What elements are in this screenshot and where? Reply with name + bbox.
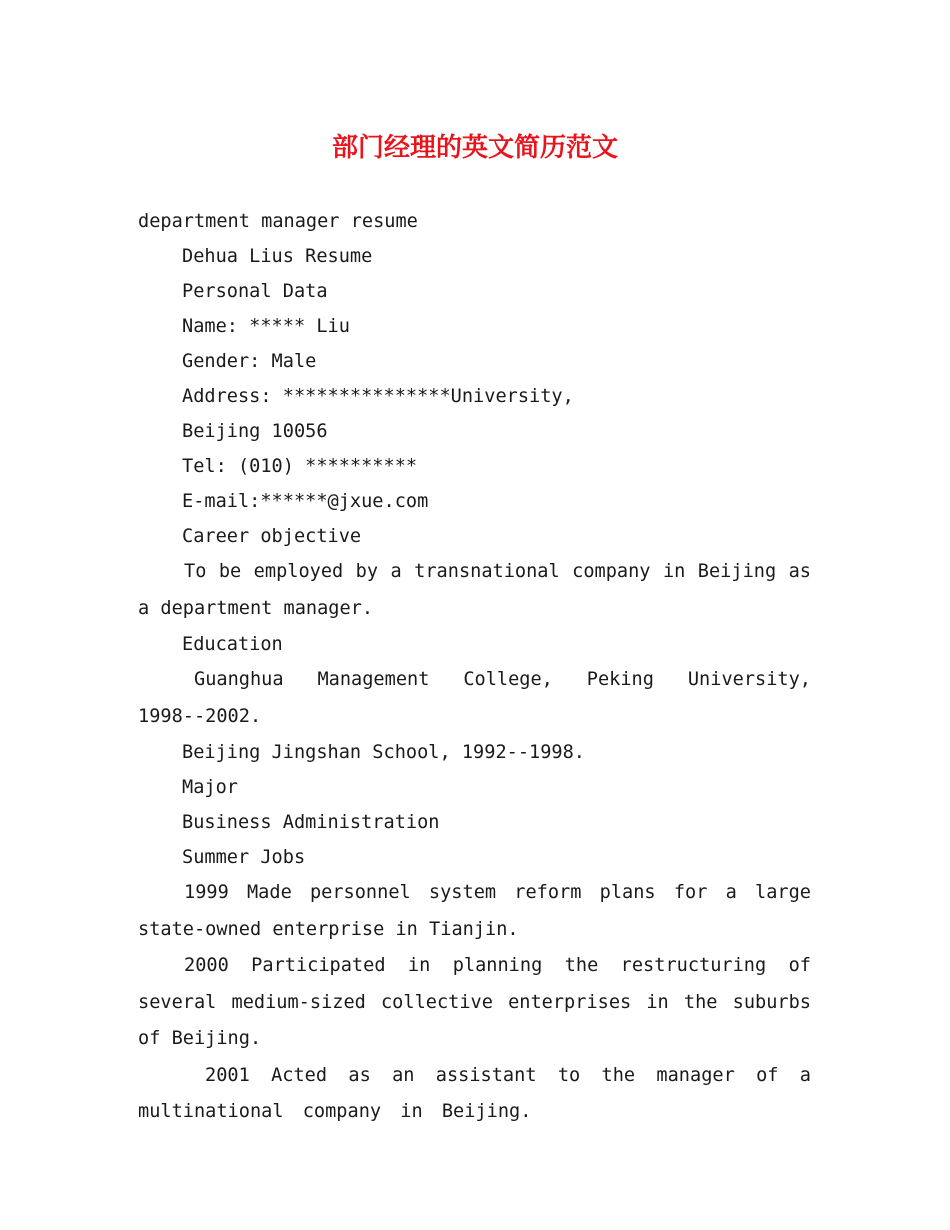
document-title: 部门经理的英文简历范文 [331,133,618,163]
section-major: Major [182,777,238,798]
section-summer-jobs: Summer Jobs [182,847,306,868]
resume-owner: Dehua Lius Resume [182,246,373,267]
gender-line: Gender: Male [182,351,317,372]
job-1999: 1999 Made personnel system reform plans for a large state-owned enterprise in Tianjin. [138,882,811,940]
address-line: Address: ***************University, [182,386,574,407]
email-line: E-mail:******@jxue.com [182,491,429,512]
document-body [138,204,811,1131]
name-line: Name: ***** Liu [182,316,350,337]
section-career-objective: Career objective [182,526,362,547]
resume-heading: department manager resume [138,211,418,232]
city-line: Beijing 10056 [182,421,328,442]
job-2001: 2001 Acted as an assistant to the manager of a multinational company in Beijing. [138,1064,811,1122]
education-college: Guanghua Management College, Peking University, 1998--2002. [138,669,811,727]
career-objective-text: To be employed by a transnational company in Beijing as a department manager. [138,561,811,619]
tel-line: Tel: (010) ********** [182,456,418,477]
section-education: Education [182,634,283,655]
job-2000: 2000 Participated in planning the restructuring of several medium-sized collective enterprises in the suburbs of Beijing. [138,955,811,1049]
section-personal-data: Personal Data [182,281,328,302]
major-text: Business Administration [182,812,440,833]
education-school: Beijing Jingshan School, 1992--1998. [182,742,585,763]
